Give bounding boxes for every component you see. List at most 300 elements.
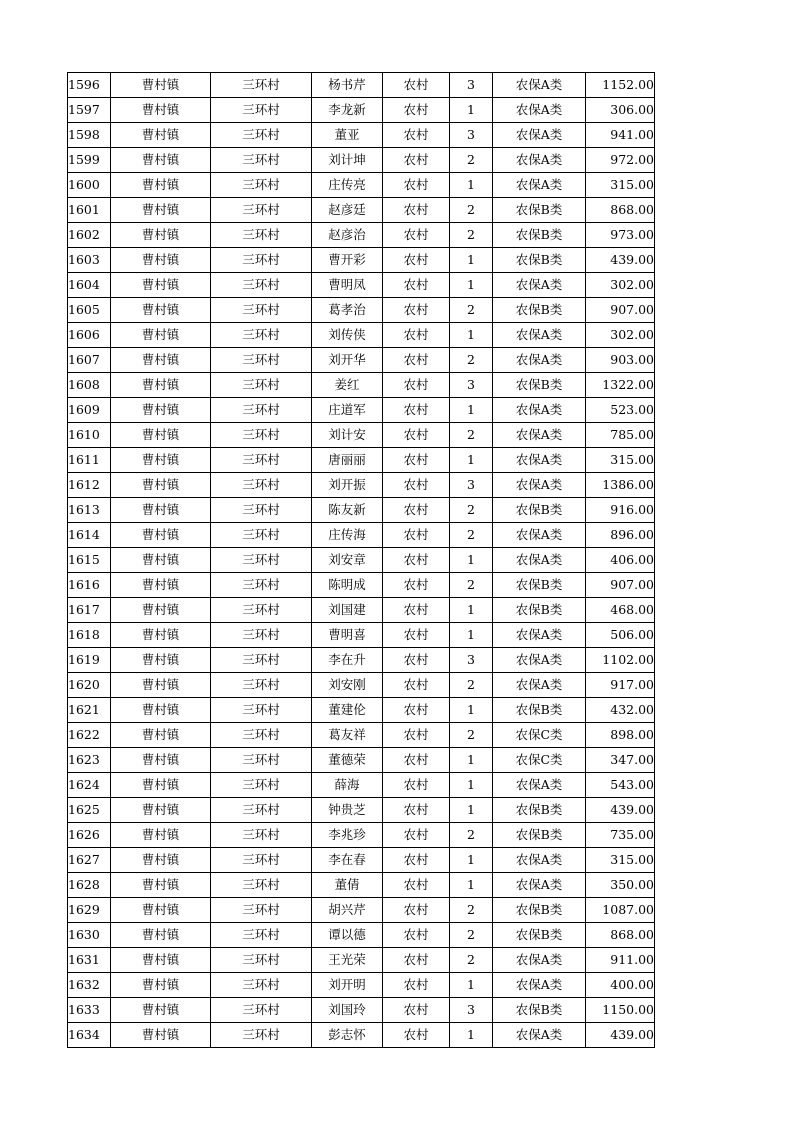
table-row (68, 198, 655, 223)
person-count-cell: 2 (450, 298, 493, 323)
table-row (68, 273, 655, 298)
row-number: 1602 (68, 223, 111, 248)
household-type-cell: 农村 (383, 298, 450, 323)
village-cell: 三环村 (211, 298, 312, 323)
household-type-cell: 农村 (383, 598, 450, 623)
row-number: 1607 (68, 348, 111, 373)
table-row (68, 673, 655, 698)
town-cell: 曹村镇 (111, 823, 211, 848)
table-row (68, 848, 655, 873)
person-count-cell: 1 (450, 398, 493, 423)
village-cell: 三环村 (211, 448, 312, 473)
amount-cell: 432.00 (586, 698, 655, 723)
amount-cell: 903.00 (586, 348, 655, 373)
village-cell: 三环村 (211, 673, 312, 698)
person-count-cell: 2 (450, 223, 493, 248)
table-row (68, 923, 655, 948)
village-cell: 三环村 (211, 973, 312, 998)
table-row (68, 173, 655, 198)
row-number: 1616 (68, 573, 111, 598)
row-number: 1626 (68, 823, 111, 848)
table-row (68, 323, 655, 348)
category-cell: 农保A类 (493, 973, 586, 998)
row-number: 1617 (68, 598, 111, 623)
person-count-cell: 3 (450, 648, 493, 673)
person-count-cell: 1 (450, 273, 493, 298)
amount-cell: 406.00 (586, 548, 655, 573)
category-cell: 农保A类 (493, 1023, 586, 1048)
village-cell: 三环村 (211, 398, 312, 423)
household-type-cell: 农村 (383, 998, 450, 1023)
name-cell: 刘国玲 (312, 998, 383, 1023)
person-count-cell: 2 (450, 523, 493, 548)
person-count-cell: 1 (450, 873, 493, 898)
table-row (68, 473, 655, 498)
amount-cell: 315.00 (586, 448, 655, 473)
row-number: 1620 (68, 673, 111, 698)
category-cell: 农保A类 (493, 148, 586, 173)
person-count-cell: 2 (450, 498, 493, 523)
town-cell: 曹村镇 (111, 748, 211, 773)
name-cell: 薛海 (312, 773, 383, 798)
amount-cell: 439.00 (586, 1023, 655, 1048)
village-cell: 三环村 (211, 798, 312, 823)
table-row (68, 573, 655, 598)
name-cell: 刘传侠 (312, 323, 383, 348)
person-count-cell: 2 (450, 423, 493, 448)
household-type-cell: 农村 (383, 948, 450, 973)
person-count-cell: 2 (450, 148, 493, 173)
name-cell: 刘计安 (312, 423, 383, 448)
category-cell: 农保C类 (493, 748, 586, 773)
row-number: 1600 (68, 173, 111, 198)
amount-cell: 907.00 (586, 573, 655, 598)
household-type-cell: 农村 (383, 398, 450, 423)
person-count-cell: 2 (450, 923, 493, 948)
amount-cell: 400.00 (586, 973, 655, 998)
table-row (68, 248, 655, 273)
category-cell: 农保B类 (493, 798, 586, 823)
amount-cell: 543.00 (586, 773, 655, 798)
village-cell: 三环村 (211, 373, 312, 398)
name-cell: 董建伦 (312, 698, 383, 723)
category-cell: 农保C类 (493, 723, 586, 748)
village-cell: 三环村 (211, 548, 312, 573)
row-number: 1609 (68, 398, 111, 423)
person-count-cell: 3 (450, 123, 493, 148)
name-cell: 庄道军 (312, 398, 383, 423)
table-row (68, 73, 655, 98)
person-count-cell: 2 (450, 348, 493, 373)
town-cell: 曹村镇 (111, 898, 211, 923)
person-count-cell: 2 (450, 823, 493, 848)
person-count-cell: 2 (450, 573, 493, 598)
table-row (68, 973, 655, 998)
town-cell: 曹村镇 (111, 223, 211, 248)
town-cell: 曹村镇 (111, 423, 211, 448)
row-number: 1628 (68, 873, 111, 898)
town-cell: 曹村镇 (111, 773, 211, 798)
table-row (68, 498, 655, 523)
category-cell: 农保A类 (493, 948, 586, 973)
name-cell: 赵彦治 (312, 223, 383, 248)
category-cell: 农保A类 (493, 548, 586, 573)
name-cell: 陈明成 (312, 573, 383, 598)
name-cell: 葛友祥 (312, 723, 383, 748)
table-row (68, 373, 655, 398)
household-type-cell: 农村 (383, 698, 450, 723)
table-row (68, 723, 655, 748)
name-cell: 董亚 (312, 123, 383, 148)
village-cell: 三环村 (211, 348, 312, 373)
village-cell: 三环村 (211, 573, 312, 598)
name-cell: 刘开明 (312, 973, 383, 998)
amount-cell: 506.00 (586, 623, 655, 648)
category-cell: 农保B类 (493, 573, 586, 598)
town-cell: 曹村镇 (111, 198, 211, 223)
table-row (68, 348, 655, 373)
category-cell: 农保A类 (493, 448, 586, 473)
row-number: 1596 (68, 73, 111, 98)
person-count-cell: 1 (450, 98, 493, 123)
amount-cell: 302.00 (586, 273, 655, 298)
town-cell: 曹村镇 (111, 123, 211, 148)
village-cell: 三环村 (211, 748, 312, 773)
village-cell: 三环村 (211, 98, 312, 123)
household-type-cell: 农村 (383, 823, 450, 848)
name-cell: 杨书芹 (312, 73, 383, 98)
person-count-cell: 3 (450, 998, 493, 1023)
amount-cell: 315.00 (586, 173, 655, 198)
amount-cell: 347.00 (586, 748, 655, 773)
village-cell: 三环村 (211, 923, 312, 948)
amount-cell: 916.00 (586, 498, 655, 523)
name-cell: 胡兴芹 (312, 898, 383, 923)
roster-body (68, 73, 655, 1048)
table-row (68, 623, 655, 648)
row-number: 1624 (68, 773, 111, 798)
name-cell: 刘国建 (312, 598, 383, 623)
village-cell: 三环村 (211, 723, 312, 748)
amount-cell: 523.00 (586, 398, 655, 423)
village-cell: 三环村 (211, 523, 312, 548)
amount-cell: 1386.00 (586, 473, 655, 498)
person-count-cell: 1 (450, 598, 493, 623)
row-number: 1612 (68, 473, 111, 498)
category-cell: 农保A类 (493, 523, 586, 548)
person-count-cell: 1 (450, 848, 493, 873)
name-cell: 唐丽丽 (312, 448, 383, 473)
amount-cell: 1087.00 (586, 898, 655, 923)
town-cell: 曹村镇 (111, 723, 211, 748)
town-cell: 曹村镇 (111, 273, 211, 298)
person-count-cell: 1 (450, 448, 493, 473)
table-row (68, 648, 655, 673)
category-cell: 农保B类 (493, 898, 586, 923)
category-cell: 农保A类 (493, 73, 586, 98)
row-number: 1619 (68, 648, 111, 673)
household-type-cell: 农村 (383, 723, 450, 748)
village-cell: 三环村 (211, 198, 312, 223)
amount-cell: 468.00 (586, 598, 655, 623)
person-count-cell: 1 (450, 798, 493, 823)
amount-cell: 911.00 (586, 948, 655, 973)
household-type-cell: 农村 (383, 98, 450, 123)
village-cell: 三环村 (211, 273, 312, 298)
category-cell: 农保A类 (493, 348, 586, 373)
name-cell: 李在升 (312, 648, 383, 673)
name-cell: 李兆珍 (312, 823, 383, 848)
village-cell: 三环村 (211, 598, 312, 623)
name-cell: 李龙新 (312, 98, 383, 123)
name-cell: 陈友新 (312, 498, 383, 523)
amount-cell: 917.00 (586, 673, 655, 698)
amount-cell: 1102.00 (586, 648, 655, 673)
category-cell: 农保A类 (493, 123, 586, 148)
name-cell: 刘计坤 (312, 148, 383, 173)
name-cell: 李在春 (312, 848, 383, 873)
village-cell: 三环村 (211, 948, 312, 973)
town-cell: 曹村镇 (111, 348, 211, 373)
amount-cell: 785.00 (586, 423, 655, 448)
town-cell: 曹村镇 (111, 498, 211, 523)
row-number: 1604 (68, 273, 111, 298)
village-cell: 三环村 (211, 773, 312, 798)
amount-cell: 439.00 (586, 248, 655, 273)
category-cell: 农保A类 (493, 773, 586, 798)
amount-cell: 350.00 (586, 873, 655, 898)
town-cell: 曹村镇 (111, 873, 211, 898)
town-cell: 曹村镇 (111, 523, 211, 548)
table-row (68, 523, 655, 548)
person-count-cell: 1 (450, 698, 493, 723)
village-cell: 三环村 (211, 1023, 312, 1048)
category-cell: 农保B类 (493, 598, 586, 623)
household-type-cell: 农村 (383, 148, 450, 173)
table-row (68, 998, 655, 1023)
household-type-cell: 农村 (383, 748, 450, 773)
person-count-cell: 2 (450, 723, 493, 748)
village-cell: 三环村 (211, 848, 312, 873)
household-type-cell: 农村 (383, 673, 450, 698)
category-cell: 农保A类 (493, 648, 586, 673)
town-cell: 曹村镇 (111, 473, 211, 498)
amount-cell: 907.00 (586, 298, 655, 323)
amount-cell: 868.00 (586, 923, 655, 948)
person-count-cell: 1 (450, 323, 493, 348)
category-cell: 农保B类 (493, 998, 586, 1023)
category-cell: 农保A类 (493, 323, 586, 348)
table-row (68, 1023, 655, 1048)
row-number: 1611 (68, 448, 111, 473)
category-cell: 农保A类 (493, 473, 586, 498)
household-type-cell: 农村 (383, 1023, 450, 1048)
town-cell: 曹村镇 (111, 448, 211, 473)
category-cell: 农保A类 (493, 398, 586, 423)
household-type-cell: 农村 (383, 848, 450, 873)
household-type-cell: 农村 (383, 973, 450, 998)
row-number: 1601 (68, 198, 111, 223)
table-row (68, 123, 655, 148)
village-cell: 三环村 (211, 473, 312, 498)
household-type-cell: 农村 (383, 923, 450, 948)
category-cell: 农保B类 (493, 823, 586, 848)
village-cell: 三环村 (211, 148, 312, 173)
row-number: 1610 (68, 423, 111, 448)
town-cell: 曹村镇 (111, 298, 211, 323)
town-cell: 曹村镇 (111, 623, 211, 648)
person-count-cell: 1 (450, 1023, 493, 1048)
town-cell: 曹村镇 (111, 648, 211, 673)
person-count-cell: 1 (450, 548, 493, 573)
village-cell: 三环村 (211, 698, 312, 723)
amount-cell: 1322.00 (586, 373, 655, 398)
table-row (68, 423, 655, 448)
town-cell: 曹村镇 (111, 373, 211, 398)
household-type-cell: 农村 (383, 898, 450, 923)
table-row (68, 898, 655, 923)
household-type-cell: 农村 (383, 423, 450, 448)
category-cell: 农保B类 (493, 198, 586, 223)
person-count-cell: 2 (450, 673, 493, 698)
household-type-cell: 农村 (383, 273, 450, 298)
amount-cell: 896.00 (586, 523, 655, 548)
name-cell: 董倩 (312, 873, 383, 898)
town-cell: 曹村镇 (111, 323, 211, 348)
town-cell: 曹村镇 (111, 698, 211, 723)
name-cell: 王光荣 (312, 948, 383, 973)
person-count-cell: 2 (450, 898, 493, 923)
town-cell: 曹村镇 (111, 148, 211, 173)
household-type-cell: 农村 (383, 448, 450, 473)
amount-cell: 898.00 (586, 723, 655, 748)
category-cell: 农保B类 (493, 248, 586, 273)
person-count-cell: 3 (450, 473, 493, 498)
row-number: 1623 (68, 748, 111, 773)
table-row (68, 598, 655, 623)
village-cell: 三环村 (211, 623, 312, 648)
category-cell: 农保B类 (493, 923, 586, 948)
row-number: 1627 (68, 848, 111, 873)
village-cell: 三环村 (211, 423, 312, 448)
town-cell: 曹村镇 (111, 673, 211, 698)
town-cell: 曹村镇 (111, 573, 211, 598)
name-cell: 彭志怀 (312, 1023, 383, 1048)
row-number: 1603 (68, 248, 111, 273)
household-type-cell: 农村 (383, 223, 450, 248)
name-cell: 董德荣 (312, 748, 383, 773)
village-cell: 三环村 (211, 648, 312, 673)
row-number: 1630 (68, 923, 111, 948)
person-count-cell: 3 (450, 73, 493, 98)
row-number: 1614 (68, 523, 111, 548)
town-cell: 曹村镇 (111, 598, 211, 623)
row-number: 1631 (68, 948, 111, 973)
household-type-cell: 农村 (383, 798, 450, 823)
household-type-cell: 农村 (383, 73, 450, 98)
town-cell: 曹村镇 (111, 548, 211, 573)
village-cell: 三环村 (211, 173, 312, 198)
row-number: 1634 (68, 1023, 111, 1048)
town-cell: 曹村镇 (111, 973, 211, 998)
name-cell: 庄传亮 (312, 173, 383, 198)
row-number: 1633 (68, 998, 111, 1023)
village-cell: 三环村 (211, 998, 312, 1023)
table-row (68, 98, 655, 123)
household-type-cell: 农村 (383, 648, 450, 673)
household-type-cell: 农村 (383, 523, 450, 548)
town-cell: 曹村镇 (111, 173, 211, 198)
category-cell: 农保B类 (493, 298, 586, 323)
amount-cell: 735.00 (586, 823, 655, 848)
amount-cell: 439.00 (586, 798, 655, 823)
person-count-cell: 3 (450, 373, 493, 398)
household-type-cell: 农村 (383, 248, 450, 273)
amount-cell: 941.00 (586, 123, 655, 148)
table-row (68, 798, 655, 823)
row-number: 1608 (68, 373, 111, 398)
household-type-cell: 农村 (383, 348, 450, 373)
name-cell: 刘安章 (312, 548, 383, 573)
table-row (68, 548, 655, 573)
row-number: 1629 (68, 898, 111, 923)
category-cell: 农保A类 (493, 173, 586, 198)
village-cell: 三环村 (211, 248, 312, 273)
name-cell: 曹明凤 (312, 273, 383, 298)
village-cell: 三环村 (211, 323, 312, 348)
village-cell: 三环村 (211, 873, 312, 898)
amount-cell: 868.00 (586, 198, 655, 223)
person-count-cell: 1 (450, 623, 493, 648)
name-cell: 刘开振 (312, 473, 383, 498)
household-type-cell: 农村 (383, 773, 450, 798)
table-row (68, 773, 655, 798)
amount-cell: 1150.00 (586, 998, 655, 1023)
subsidy-roster-table (67, 72, 655, 1048)
person-count-cell: 1 (450, 748, 493, 773)
village-cell: 三环村 (211, 498, 312, 523)
household-type-cell: 农村 (383, 323, 450, 348)
household-type-cell: 农村 (383, 873, 450, 898)
town-cell: 曹村镇 (111, 798, 211, 823)
category-cell: 农保B类 (493, 498, 586, 523)
amount-cell: 302.00 (586, 323, 655, 348)
name-cell: 谭以德 (312, 923, 383, 948)
village-cell: 三环村 (211, 123, 312, 148)
category-cell: 农保A类 (493, 673, 586, 698)
table-row (68, 748, 655, 773)
table-row (68, 148, 655, 173)
category-cell: 农保B类 (493, 223, 586, 248)
table-row (68, 823, 655, 848)
town-cell: 曹村镇 (111, 398, 211, 423)
category-cell: 农保B类 (493, 373, 586, 398)
name-cell: 赵彦廷 (312, 198, 383, 223)
town-cell: 曹村镇 (111, 73, 211, 98)
town-cell: 曹村镇 (111, 1023, 211, 1048)
table-row (68, 448, 655, 473)
category-cell: 农保A类 (493, 273, 586, 298)
table-row (68, 298, 655, 323)
person-count-cell: 1 (450, 248, 493, 273)
household-type-cell: 农村 (383, 623, 450, 648)
household-type-cell: 农村 (383, 123, 450, 148)
village-cell: 三环村 (211, 223, 312, 248)
person-count-cell: 2 (450, 198, 493, 223)
name-cell: 曹开彩 (312, 248, 383, 273)
amount-cell: 972.00 (586, 148, 655, 173)
town-cell: 曹村镇 (111, 848, 211, 873)
